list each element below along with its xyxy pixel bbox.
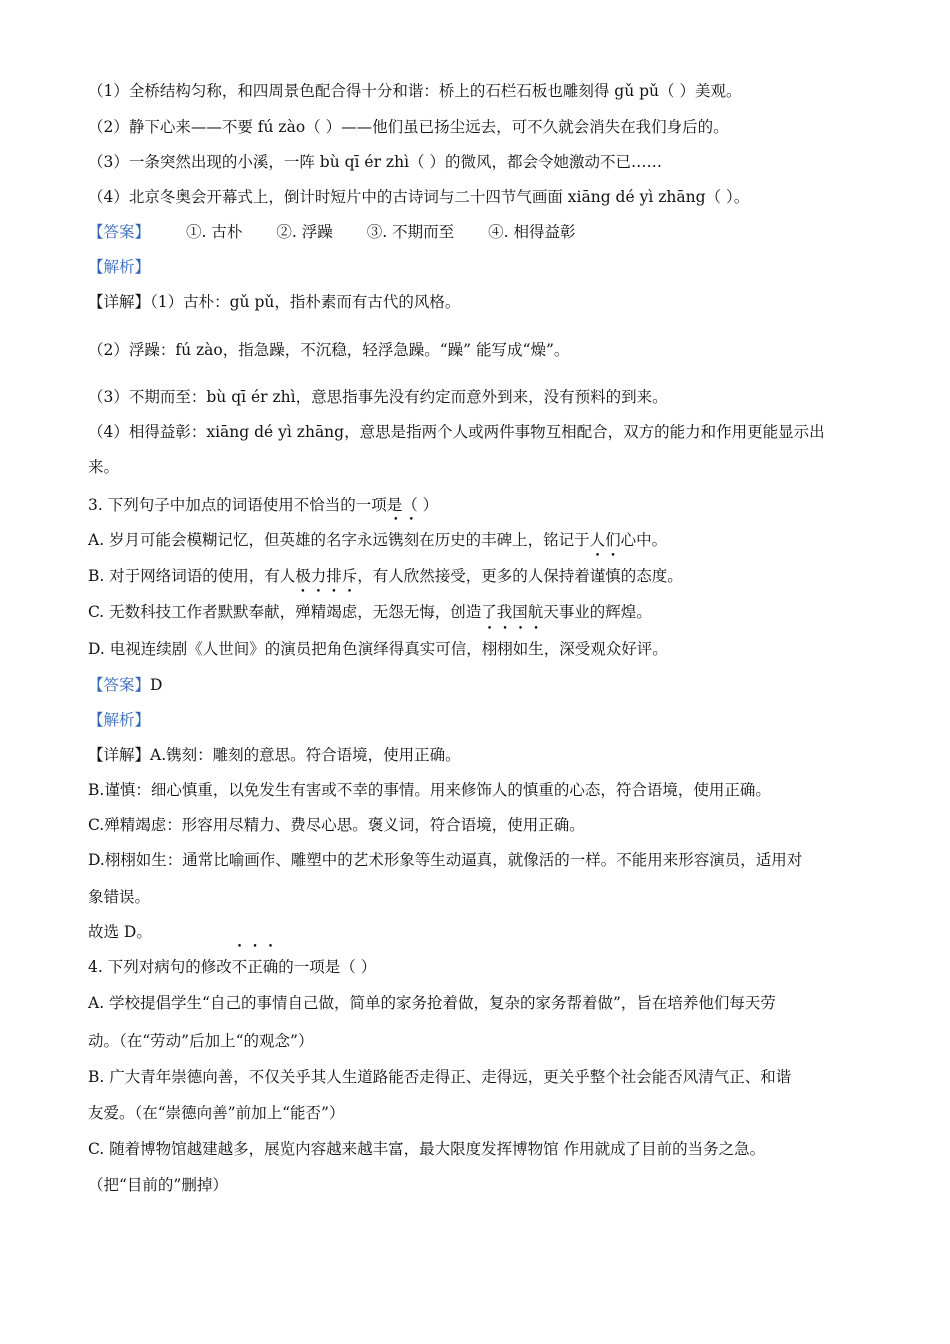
option-text: D. 电视连续剧《人世间》的演员把角色演绎得真实可信， bbox=[88, 640, 482, 658]
answer-3: ③. 不期而至 bbox=[366, 223, 455, 241]
detail-tag: 【详解】 bbox=[88, 293, 151, 311]
detail-tag: 【详解】 bbox=[88, 746, 151, 764]
q2-item-4: （4）北京冬奥会开幕式上，倒计时短片中的古诗词与二十四节气画面 xiāng dé yì zhāng（ ）。 bbox=[88, 188, 750, 206]
dotted-char: 竭 bbox=[326, 603, 342, 621]
dotted-char: 谨 bbox=[589, 567, 606, 585]
q2-item-2: （2）静下心来——不要 fú zào（ ）——他们虽已扬尘远去，可不久就会消失在我们身后的。 bbox=[88, 118, 729, 136]
q3-detail-b: B.谨慎：细心慎重，以免发生有害或不幸的事情。用来修饰人的慎重的心态，符合语境，使用正确。 bbox=[88, 781, 771, 799]
option-text: C. 无数科技工作者默默奉献， bbox=[88, 603, 296, 621]
q3-detail-d1: D.栩栩如生：通常比喻画作、雕塑中的艺术形象等生动逼真，就像活的一样。不能用来形容演员，适用对 bbox=[88, 851, 803, 869]
q3-detail-a bbox=[88, 744, 461, 766]
option-text: B. 对于网络词语的使用，有人极力排斥，有人欣然接受，更多的人保持着 bbox=[88, 567, 590, 585]
q2-item-1: （1）全桥结构匀称，和四周景色配合得十分和谐：桥上的石栏石板也雕刻得 gǔ pǔ（ ）美观。 bbox=[88, 82, 742, 100]
q3-option-c bbox=[88, 601, 652, 623]
dotted-char: 栩 bbox=[497, 640, 513, 658]
q3-analysis-tag: 【解析】 bbox=[88, 711, 151, 729]
q4-option-a-2: 动。（在“劳动”后加上“的观念”） bbox=[88, 1032, 314, 1050]
dotted-char: 正 bbox=[247, 958, 263, 976]
q4-option-b-2: 友爱。（在“崇德向善”前加上“能否”） bbox=[88, 1104, 345, 1122]
dotted-char: 镌 bbox=[388, 531, 404, 549]
q3-option-d bbox=[88, 638, 668, 660]
q3-detail-c: C.殚精竭虑：形容用尽精力、费尽心思。褒义词，符合语境，使用正确。 bbox=[88, 816, 585, 834]
dotted-char: 殚 bbox=[295, 603, 311, 621]
q2-analysis-tag: 【解析】 bbox=[88, 258, 151, 276]
q3-conclusion: 故选 D。 bbox=[88, 923, 152, 941]
dotted-char: 精 bbox=[310, 603, 327, 621]
detail-text: A.镌刻：雕刻的意思。符合语境，使用正确。 bbox=[150, 746, 461, 764]
dotted-char: 如 bbox=[512, 640, 529, 658]
q2-item-3: （3）一条突然出现的小溪，一阵 bù qī ér zhì（ ）的微风，都会令她激动不已…… bbox=[88, 153, 662, 171]
dotted-char: 栩 bbox=[481, 640, 498, 658]
q2-detail-1 bbox=[88, 291, 460, 313]
q4-stem bbox=[88, 956, 376, 978]
q3-answer-line bbox=[88, 674, 162, 696]
q3-stem: 3. 下列句子中加点的词语使用不恰当的一项是（ ） bbox=[88, 496, 439, 514]
dotted-char: 确 bbox=[262, 958, 279, 976]
option-text: 的态度。 bbox=[620, 567, 683, 585]
q4-option-c-1: C. 随着博物馆越建越多，展览内容越来越丰富，最大限度发挥博物馆 作用就成了目前的当务之急。 bbox=[88, 1140, 766, 1158]
q4-option-a-1: A. 学校提倡学生“自己的事情自己做，简单的家务抢着做，复杂的家务帮着做”，旨在培养他们每天劳 bbox=[88, 994, 776, 1012]
option-text: A. 岁月可能会模糊记忆，但英雄的名字永远 bbox=[88, 531, 389, 549]
answer-4: ④. 相得益彰 bbox=[488, 223, 576, 241]
q3-detail-d2: 象错误。 bbox=[88, 888, 151, 906]
q2-detail-3: （3）不期而至：bù qī ér zhì，意思指事先没有约定而意外到来，没有预料的到来。 bbox=[88, 388, 668, 406]
option-text: ，深受观众好评。 bbox=[543, 640, 668, 658]
dotted-char: 虑 bbox=[341, 603, 358, 621]
q4-option-b-1: B. 广大青年崇德向善，不仅关乎其人生道路能否走得正、走得远，更关乎整个社会能否风清气正、和谐 bbox=[88, 1068, 792, 1086]
q3-option-a bbox=[88, 529, 667, 551]
dotted-char: 刻 bbox=[403, 531, 420, 549]
dotted-char: 生 bbox=[528, 640, 544, 658]
q2-detail-4a: （4）相得益彰：xiāng dé yì zhāng，意思是指两个人或两件事物互相配合，双方的能力和作用更能显示出 bbox=[88, 423, 825, 441]
option-text: ，无怨无悔，创造了我国航天事业的辉煌。 bbox=[357, 603, 652, 621]
answer-tag: 【答案】 bbox=[88, 223, 151, 241]
q2-answer-line bbox=[88, 221, 575, 243]
q2-detail-2: （2）浮躁：fú zào，指急躁，不沉稳，轻浮急躁。“躁” 能写成“燥”。 bbox=[88, 341, 570, 359]
q4-option-c-2: （把“目前的”删掉） bbox=[88, 1176, 228, 1194]
stem-text: 4. 下列对病句的修改 bbox=[88, 958, 232, 976]
answer-tag: 【答案】 bbox=[88, 676, 151, 694]
option-text: 在历史的丰碑上，铭记于人们心中。 bbox=[419, 531, 668, 549]
q3-option-b bbox=[88, 565, 683, 587]
detail-text: （1）古朴：gǔ pǔ，指朴素而有古代的风格。 bbox=[150, 293, 461, 311]
dotted-char: 慎 bbox=[605, 567, 621, 585]
dotted-char: 不 bbox=[231, 958, 248, 976]
answer-1: ①. 古朴 bbox=[186, 223, 243, 241]
answer-value: D bbox=[150, 676, 163, 694]
answer-2: ②. 浮躁 bbox=[276, 223, 333, 241]
stem-text: 的一项是（ ） bbox=[278, 958, 377, 976]
q2-detail-4b: 来。 bbox=[88, 458, 120, 476]
